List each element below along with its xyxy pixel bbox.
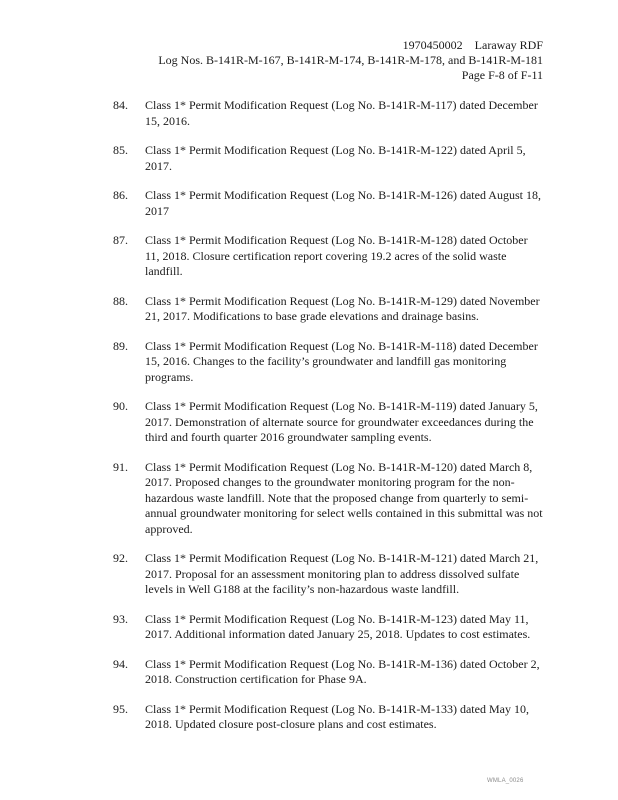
item-number: 87.: [113, 233, 128, 247]
item-text: Class 1* Permit Modification Request (Log No. B-141R-M-133) dated May 10, 2018. Updated closure post-closure plans and cost estimates.: [145, 701, 529, 731]
item-number: 84.: [113, 98, 128, 112]
item-number: 86.: [113, 188, 128, 202]
item-number: 89.: [113, 338, 128, 353]
list-item: [113, 98, 545, 129]
header-id-line: [158, 38, 543, 53]
item-number: 92.: [113, 551, 128, 565]
item-text: Class 1* Permit Modification Request (Log No. B-141R-M-126) dated August 18, 2017: [145, 188, 541, 218]
list-item: [113, 460, 545, 538]
list-item: [113, 339, 545, 386]
header-log-nos: Log Nos. B-141R-M-167, B-141R-M-174, B-141R-M-178, and B-141R-M-181: [158, 53, 543, 67]
list-item: [113, 399, 545, 446]
header-doc-id: 1970450002: [402, 38, 463, 52]
list-item: [113, 657, 545, 688]
item-text: Class 1* Permit Modification Request (Log No. B-141R-M-136) dated October 2, 2018. Construction certification for Phase 9A.: [145, 656, 540, 686]
item-number: 93.: [113, 611, 128, 626]
bates-stamp: WMLA_0026: [487, 778, 524, 784]
item-text: Class 1* Permit Modification Request (Log No. B-141R-M-128) dated October 11, 2018. Closure certification report covering 19.2 acres of the solid waste landfill.: [145, 233, 528, 278]
list-item: [113, 702, 545, 733]
list-item: [113, 143, 545, 174]
page-header: [158, 38, 543, 83]
item-number: 88.: [113, 293, 128, 308]
item-text: Class 1* Permit Modification Request (Log No. B-141R-M-120) dated March 8, 2017. Proposed changes to the groundwater monitoring program for the non-hazardous waste landfill. Note that the proposed change from quarterly to semi-annual groundwater monitoring for select wells contained in this submittal was not approved.: [145, 459, 543, 536]
list-item: [113, 233, 545, 280]
permit-modification-list: [113, 98, 545, 747]
item-number: 85.: [113, 143, 128, 157]
item-number: 95.: [113, 701, 128, 716]
item-number: 90.: [113, 399, 128, 413]
item-number: 94.: [113, 656, 128, 671]
list-item: [113, 188, 545, 219]
item-text: Class 1* Permit Modification Request (Log No. B-141R-M-122) dated April 5, 2017.: [145, 143, 526, 173]
list-item: [113, 612, 545, 643]
item-text: Class 1* Permit Modification Request (Log No. B-141R-M-119) dated January 5, 2017. Demonstration of alternate source for groundwater exceedances during the third and fourth quarter 2016 groundwater sampling events.: [145, 399, 538, 444]
item-text: Class 1* Permit Modification Request (Log No. B-141R-M-118) dated December 15, 2016. Changes to the facility’s groundwater and landfill gas monitoring programs.: [145, 338, 538, 384]
item-text: Class 1* Permit Modification Request (Log No. B-141R-M-117) dated December 15, 2016.: [145, 98, 538, 128]
item-text: Class 1* Permit Modification Request (Log No. B-141R-M-129) dated November 21, 2017. Modifications to base grade elevations and drainage basins.: [145, 293, 540, 323]
item-text: Class 1* Permit Modification Request (Log No. B-141R-M-121) dated March 21, 2017. Proposal for an assessment monitoring plan to address dissolved sulfate levels in Well G188 at the facility’s non-hazardous waste landfill.: [145, 551, 539, 596]
item-text: Class 1* Permit Modification Request (Log No. B-141R-M-123) dated May 11, 2017. Additional information dated January 25, 2018. Updates to cost estimates.: [145, 611, 531, 641]
item-number: 91.: [113, 459, 128, 474]
list-item: [113, 294, 545, 325]
header-facility: Laraway RDF: [474, 38, 543, 52]
list-item: [113, 551, 545, 598]
header-page-number: Page F-8 of F-11: [461, 68, 543, 82]
